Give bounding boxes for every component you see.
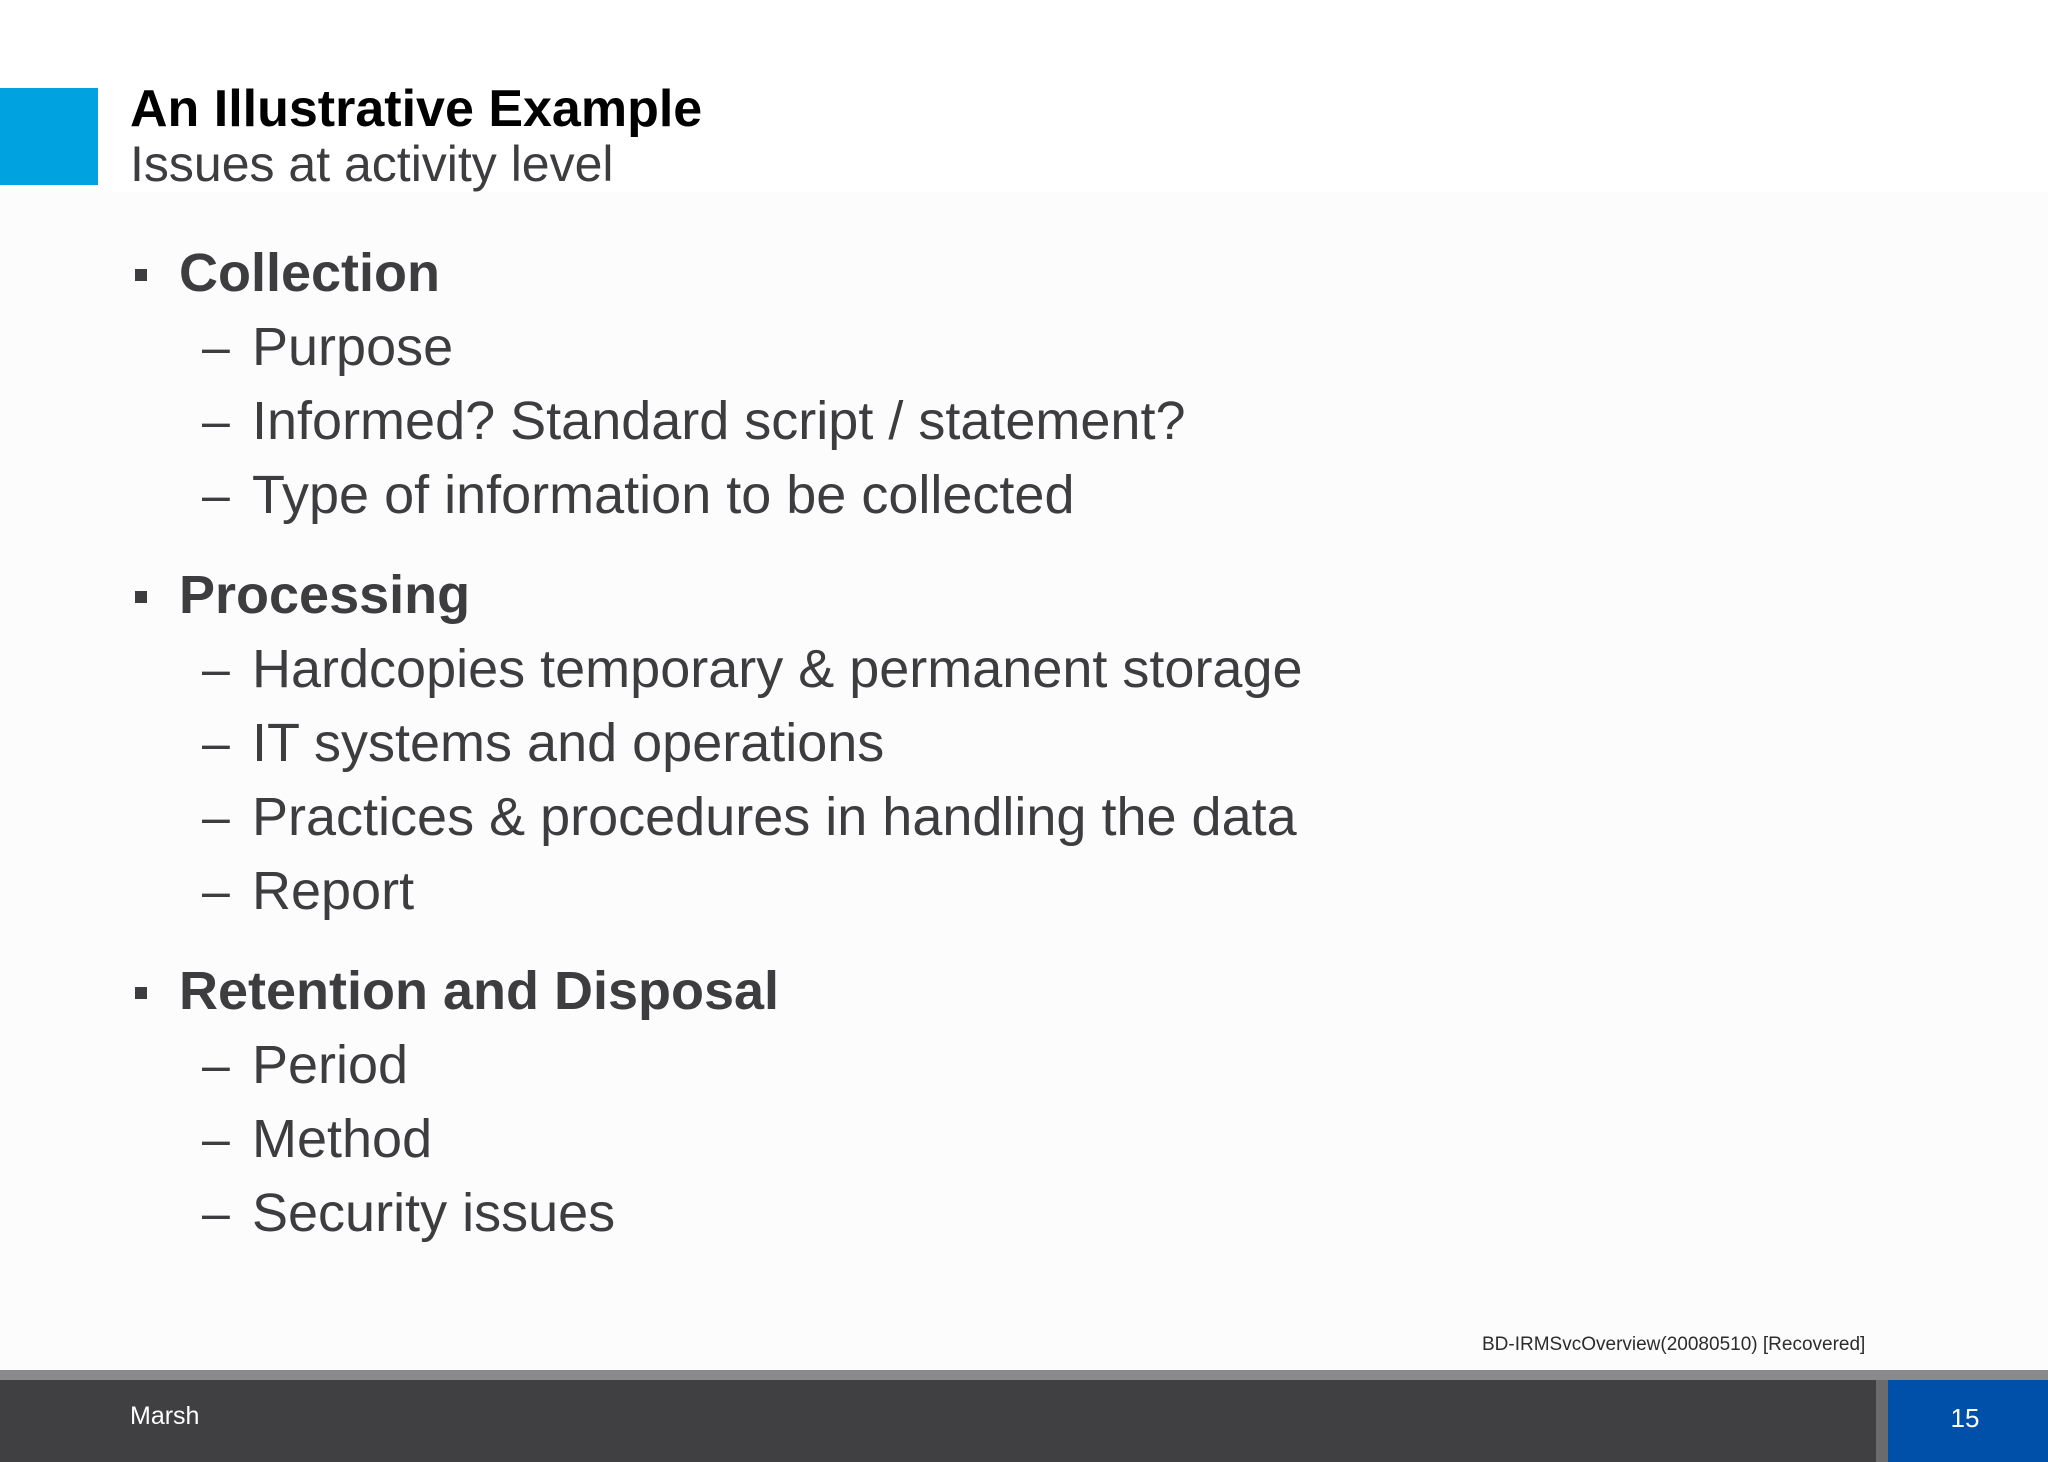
dash-bullet-icon: – <box>202 1037 230 1093</box>
slide-title: An Illustrative Example <box>130 80 703 138</box>
title-accent-square <box>0 88 98 185</box>
sub-bullet-item <box>130 384 1830 458</box>
footer-company: Marsh <box>130 1402 200 1430</box>
sub-bullet-item <box>130 310 1830 384</box>
sub-bullet-list <box>130 310 1830 532</box>
section-processing <box>130 558 1830 928</box>
bullet-content <box>130 236 1830 1276</box>
sub-bullet-item <box>130 1028 1830 1102</box>
section-label: Collection <box>179 243 441 303</box>
section-heading <box>130 236 1830 310</box>
section-label: Processing <box>179 565 471 625</box>
dash-bullet-icon: – <box>202 789 230 845</box>
section-heading <box>130 954 1830 1028</box>
dash-bullet-icon: – <box>202 393 230 449</box>
dash-bullet-icon: – <box>202 319 230 375</box>
square-bullet-icon <box>135 591 147 603</box>
dash-bullet-icon: – <box>202 1111 230 1167</box>
sub-bullet-text: Hardcopies temporary & permanent storage <box>252 639 1303 699</box>
sub-bullet-item <box>130 1176 1830 1250</box>
section-heading <box>130 558 1830 632</box>
sub-bullet-item <box>130 780 1830 854</box>
square-bullet-icon <box>135 987 147 999</box>
sub-bullet-text: Purpose <box>252 317 454 377</box>
sub-bullet-item <box>130 1102 1830 1176</box>
sub-bullet-list <box>130 1028 1830 1250</box>
sub-bullet-item <box>130 458 1830 532</box>
slide-subtitle: Issues at activity level <box>130 136 614 192</box>
section-retention-and-disposal <box>130 954 1830 1250</box>
sub-bullet-text: Report <box>252 861 415 921</box>
sub-bullet-text: Informed? Standard script / statement? <box>252 391 1186 451</box>
dash-bullet-icon: – <box>202 641 230 697</box>
sub-bullet-list <box>130 632 1830 928</box>
sub-bullet-text: Security issues <box>252 1183 616 1243</box>
footer-rule <box>0 1370 2048 1380</box>
sub-bullet-text: Method <box>252 1109 433 1169</box>
dash-bullet-icon: – <box>202 863 230 919</box>
sub-bullet-text: Type of information to be collected <box>252 465 1075 525</box>
dash-bullet-icon: – <box>202 1185 230 1241</box>
section-label: Retention and Disposal <box>179 961 780 1021</box>
sub-bullet-text: Period <box>252 1035 409 1095</box>
footer-bar <box>0 1380 1876 1462</box>
dash-bullet-icon: – <box>202 467 230 523</box>
document-reference: BD-IRMSvcOverview(20080510) [Recovered] <box>1482 1334 1866 1355</box>
sub-bullet-item <box>130 632 1830 706</box>
dash-bullet-icon: – <box>202 715 230 771</box>
sub-bullet-text: Practices & procedures in handling the data <box>252 787 1297 847</box>
page-number: 15 <box>1950 1403 1980 1433</box>
footer-divider <box>1876 1380 1888 1462</box>
sub-bullet-item <box>130 854 1830 928</box>
square-bullet-icon <box>135 269 147 281</box>
sub-bullet-item <box>130 706 1830 780</box>
sub-bullet-text: IT systems and operations <box>252 713 885 773</box>
section-collection <box>130 236 1830 532</box>
